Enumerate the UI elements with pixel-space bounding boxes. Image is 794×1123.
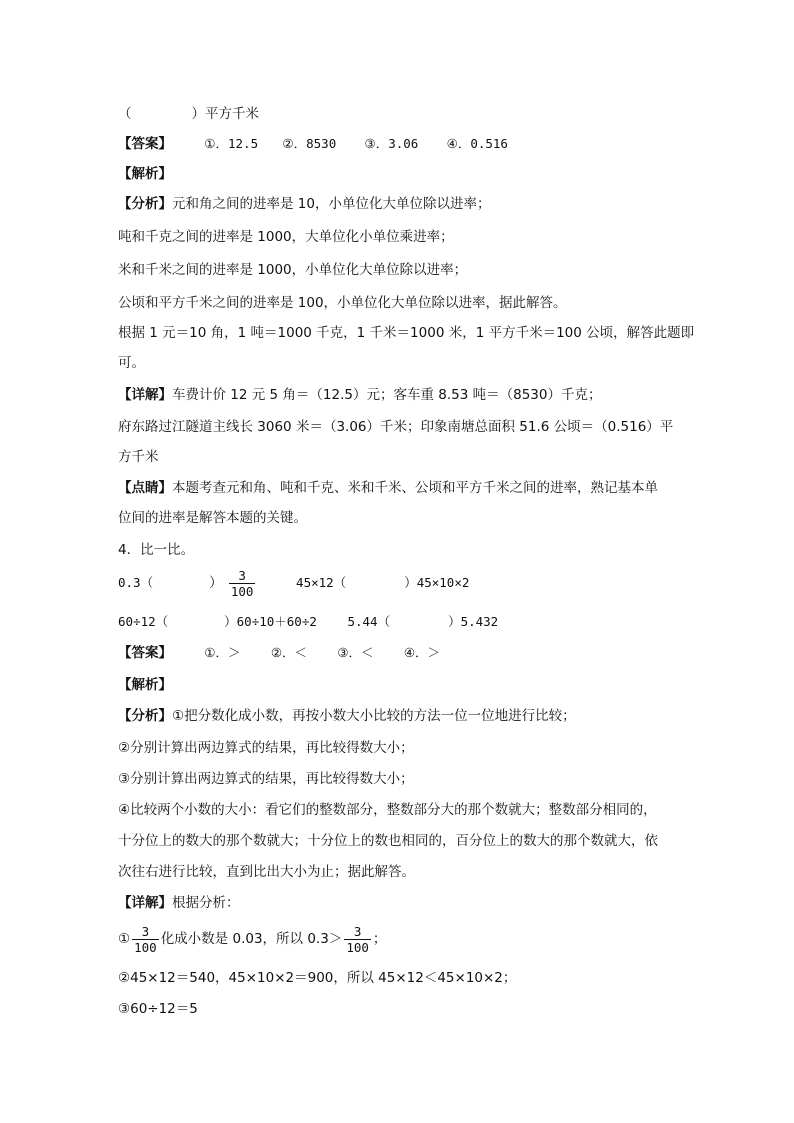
q4-title: 4．比一比。: [118, 542, 195, 558]
q3-fenxi-line-6: 可。: [118, 355, 145, 371]
xiangjie-label: 【详解】: [118, 895, 172, 911]
q3-fenxi-line-5: 根据 1 元＝10 角，1 吨＝1000 千克，1 千米＝1000 米，1 平方千米＝100 公顷，解答此题即: [118, 325, 695, 341]
q3-fenxi-line-1: [118, 194, 490, 214]
q4-xiangjie-line-3: ③60÷12＝5: [118, 1001, 198, 1017]
q4-jiexi-heading: 【解析】: [118, 677, 172, 693]
answer-2: ②．＜: [270, 645, 308, 660]
q4-expr-2-right: ）45×10×2: [404, 575, 470, 590]
fenxi-label: 【分析】: [118, 196, 172, 212]
step-1-marker: ①: [118, 931, 131, 947]
q4-fenxi-line-5: 十分位上的数大的那个数就大；十分位上的数也相同的，百分位上的数大的那个数就大，依: [118, 833, 658, 849]
answer-1: ①．＞: [204, 645, 241, 660]
q3-dianjing-line-2: 位间的进率是解答本题的关键。: [118, 510, 307, 526]
fenxi-text: 元和角之间的进率是 10，小单位化大单位除以进率；: [172, 196, 491, 212]
q4-xiangjie-intro: [118, 893, 240, 913]
q4-fenxi-line-6: 次往右进行比较，直到比出大小为止；据此解答。: [118, 864, 415, 880]
q4-row-2: [118, 612, 498, 632]
xiangjie-text: 车费计价 12 元 5 角＝（12.5）元；客车重 8.53 吨＝（8530）千克；: [172, 387, 602, 403]
xiangjie-label: 【详解】: [118, 387, 172, 403]
q4-expr-1-left: 0.3（: [118, 575, 154, 590]
fraction-3-100: [229, 568, 256, 599]
answer-3: ③．＜: [337, 645, 374, 660]
answer-4: ④．＞: [403, 645, 441, 660]
q3-fenxi-line-3: 米和千米之间的进率是 1000，小单位化大单位除以进率；: [118, 262, 468, 278]
q4-xiangjie-line-1: [118, 922, 386, 956]
answer-2: ②．8530: [282, 136, 337, 151]
q4-expr-3-left: 60÷12（: [118, 614, 169, 629]
q4-row-1: [118, 566, 469, 600]
fraction-denominator: 100: [230, 583, 254, 599]
fenxi-text: ①把分数化成小数，再按小数大小比较的方法一位一位地进行比较；: [172, 708, 576, 724]
step-1-middle: 化成小数是 0.03，所以 0.3＞: [160, 931, 343, 947]
q4-fenxi-line-1: [118, 706, 576, 726]
q3-xiangjie-line-3: 方千米: [118, 449, 159, 465]
q3-xiangjie-line-2: 府东路过江隧道主线长 3060 米＝（3.06）千米；印象南塘总面积 51.6 公顷＝（0.516）平: [118, 419, 674, 435]
dianjing-text: 本题考查元和角、吨和千克、米和千米、公顷和平方千米之间的进率，熟记基本单: [172, 480, 658, 496]
paren-close-unit: ）平方千米: [191, 106, 259, 122]
fraction-denominator: 100: [346, 939, 369, 955]
fenxi-label: 【分析】: [118, 708, 172, 724]
fraction-3-100: [344, 924, 371, 955]
q4-fenxi-line-4: ④比较两个小数的大小：看它们的整数部分，整数部分大的那个数就大；整数部分相同的，: [118, 802, 657, 818]
paren-open: （: [118, 106, 132, 122]
q3-jiexi-heading: 【解析】: [118, 166, 172, 182]
q4-answer-line: [118, 643, 440, 663]
dianjing-label: 【点睛】: [118, 480, 172, 496]
answer-label: 【答案】: [118, 645, 172, 661]
q4-xiangjie-line-2: ②45×12＝540，45×10×2＝900，所以 45×12＜45×10×2；: [118, 970, 517, 986]
q3-fenxi-line-4: 公顷和平方千米之间的进率是 100，小单位化大单位除以进率，据此解答。: [118, 295, 567, 311]
q4-fenxi-line-2: ②分别计算出两边算式的结果，再比较得数大小；: [118, 740, 414, 756]
xiangjie-intro-text: 根据分析：: [172, 895, 240, 911]
q3-answer-line: [118, 134, 508, 154]
q4-fenxi-line-3: ③分别计算出两边算式的结果，再比较得数大小；: [118, 771, 414, 787]
q3-xiangjie-line-1: [118, 385, 602, 405]
fraction-denominator: 100: [134, 939, 157, 955]
fraction-3-100: [132, 924, 159, 955]
q4-expr-4-right: ）5.432: [448, 614, 499, 629]
q3-dianjing-line-1: [118, 478, 658, 498]
q3-fenxi-line-2: 吨和千克之间的进率是 1000，大单位化小单位乘进率；: [118, 229, 454, 245]
q4-expr-1-close: ）: [209, 575, 223, 591]
q4-expr-4-left: 5.44（: [347, 614, 391, 629]
q3-tail-line: [118, 104, 259, 124]
answer-1: ①．12.5: [204, 136, 259, 151]
step-1-end: ；: [372, 931, 387, 947]
fraction-numerator: 3: [238, 567, 246, 583]
answer-label: 【答案】: [118, 136, 172, 152]
answer-4: ④．0.516: [446, 136, 508, 151]
fraction-numerator: 3: [141, 923, 150, 939]
answer-3: ③．3.06: [364, 136, 419, 151]
q4-expr-3-right: ）60÷10＋60÷2: [224, 614, 317, 629]
q4-expr-2-left: 45×12（: [296, 575, 347, 590]
fraction-numerator: 3: [353, 923, 362, 939]
